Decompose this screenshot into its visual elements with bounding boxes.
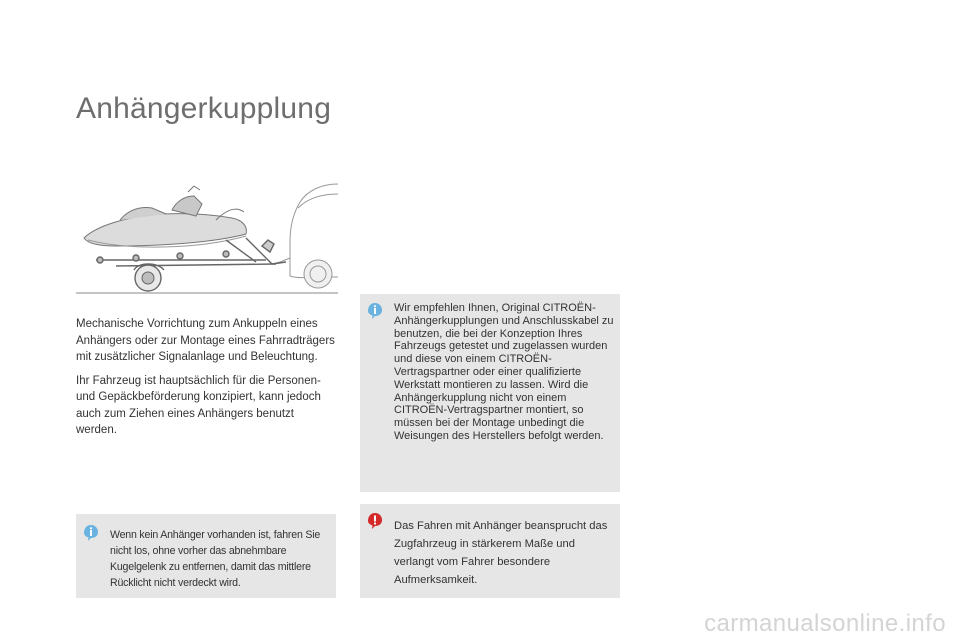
intro-paragraph-2: Ihr Fahrzeug ist hauptsächlich für die Personen- und Gepäckbeförderung konzipiert, kann jedoch auch zum Ziehen eines Anhängers benutzt werden. [76,374,321,436]
trailer-wheel-illustration [134,264,164,291]
recommendation-box [360,294,620,492]
recommendation-text: Wir empfehlen Ihnen, Original CITROËN-Anhängerkupplungen und Anschlusskabel zu benutzen, die bei der Konzeption Ihres Fahrzeugs getestet und zugelassen wurden und diese von einem CITROËN-Vertragspartner oder einer qualifizierte Werkstatt montieren zu lassen. Wird die Anhängerkupplung nicht von einem CITROËN-Vertragspartner montiert, so müssen bei der Montage unbedingt die Weisungen des Herstellers befolgt werden. [394,302,614,442]
tip-box-coupling-removal [76,514,336,598]
intro-paragraph-1: Mechanische Vorrichtung zum Ankuppeln eines Anhängers oder zur Montage eines Fahrradträgers mit zusätzlicher Signalanlage und Beleuchtung. [76,318,335,363]
warning-icon [366,512,384,530]
watermark: carmanualsonline.info [704,610,946,637]
intro-text [76,316,338,446]
jetski-illustration [84,186,246,247]
car-rear-illustration [272,184,338,288]
info-icon [82,524,100,542]
warning-text: Das Fahren mit Anhänger beansprucht das Zugfahrzeug in stärkerem Maße und verlangt vom Fahrer besondere Aufmerksamkeit. [394,520,608,586]
tip-text: Wenn kein Anhänger vorhanden ist, fahren Sie nicht los, ohne vorher das abnehmbare Kugelgelenk zu entfernen, damit das mittlere Rücklicht nicht verdeckt wird. [110,529,321,589]
trailer-jetski-illustration [76,180,338,296]
page-title: Anhängerkupplung [76,92,332,125]
info-icon [366,302,384,320]
warning-box [360,504,620,598]
